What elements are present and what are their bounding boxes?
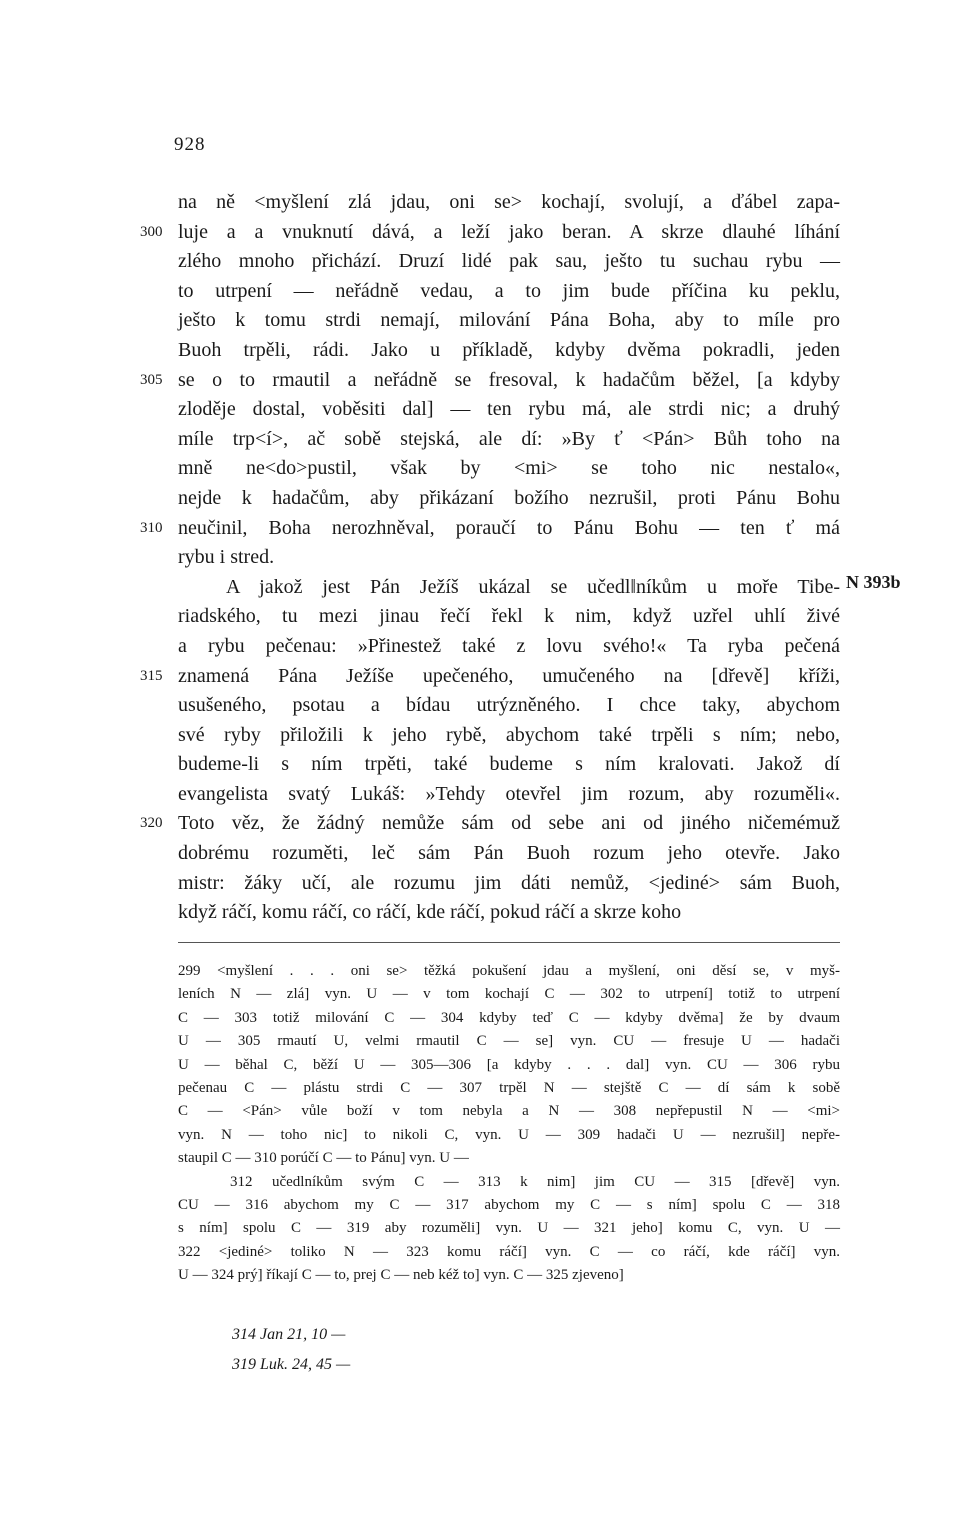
text-line (140, 573, 840, 603)
footnote-line: 312 učedlníkům svým C — 313 k nim] jim CU — 315 [dřevě] vyn. (230, 1173, 840, 1190)
line-text: mistr: žáky učí, ale rozumu jim dáti nemůž, <jediné> sám Buoh, (178, 871, 840, 894)
text-line (140, 247, 840, 277)
text-line (140, 750, 840, 780)
reference-line: 319 Luk. 24, 45 — (232, 1356, 351, 1373)
line-text: Buoh trpěli, rádi. Jako u příkladě, kdyby dvěma pokradli, jeden (178, 338, 840, 361)
line-text: mně ne<do>pustil, však by <mi> se toho nic nestalo«, (178, 457, 840, 480)
scripture-references (232, 1320, 350, 1380)
text-line (140, 662, 840, 692)
line-text: luje a a vnuknutí dává, a leží jako beran. A skrze dlauhé líhání (178, 220, 840, 243)
line-text: to utrpení — neřádně vedau, a to jim bude příčina ku peklu, (178, 279, 840, 302)
text-line (140, 632, 840, 662)
text-line (140, 809, 840, 839)
text-line (140, 277, 840, 307)
line-text: znamená Pána Ježíše upečeného, umučeného na [dřevě] kříži, (178, 664, 840, 687)
line-text: usušeného, psotau a bídau utrýzněného. I chce taky, abychom (178, 694, 840, 717)
line-text: ješto k tomu strdi nemají, milování Pána Boha, aby to míle pro (178, 309, 840, 332)
line-number: 310 (140, 519, 163, 536)
text-line (140, 366, 840, 396)
line-text: neučinil, Boha nerozhněval, poraučí to Pánu Bohu — ten ť má (178, 516, 840, 539)
page-number: 928 (174, 134, 206, 155)
line-text: evangelista svatý Lukáš: »Tehdy otevřel jim rozum, aby rozuměli«. (178, 782, 840, 805)
line-text: A jakož jest Pán Ježíš ukázal se učedl‖níkům u moře Tibe- (226, 575, 840, 598)
line-text: rybu i stred. (178, 546, 275, 569)
footnote-line: U — 324 prý] říkají C — to, prej C — neb kéž to] vyn. C — 325 zjeveno] (178, 1267, 624, 1284)
text-line (140, 188, 840, 218)
footnote-line: s ním] spolu C — 319 aby rozuměli] vyn. U — 321 jeho] komu C, vyn. U — (178, 1220, 840, 1237)
footnote-line: U — běhal C, běží U — 305—306 [a kdyby . . . dal] vyn. CU — 306 rybu (178, 1056, 840, 1073)
text-line (140, 218, 840, 248)
footnote-line: C — <Pán> vůle boží v tom nebyla a N — 308 nepřepustil N — <mi> (178, 1103, 840, 1120)
text-line (140, 514, 840, 544)
footnotes (178, 960, 840, 1287)
line-text: se o to rmautil a neřádně se fresoval, k hadačům běžel, [a kdyby (178, 368, 840, 391)
line-text: dobrému rozuměti, leč sám Pán Buoh rozum jeho otevře. Jako (178, 842, 840, 865)
footnote-line: 299 <myšlení . . . oni se> těžká pokušení jdau a myšlení, oni děsí se, v myš- (178, 963, 840, 979)
text-line (140, 721, 840, 751)
footnote-line: staupil C — 310 porúčí C — to Pánu] vyn. U — (178, 1150, 469, 1167)
text-line (140, 543, 840, 573)
line-text: budeme-li s ním trpěti, také budeme s ním kralovati. Jakož dí (178, 753, 840, 776)
text-line (140, 691, 840, 721)
margin-note: N 393b (846, 572, 901, 592)
line-text: když ráčí, komu ráčí, co ráčí, kde ráčí, pokud ráčí a skrze koho (178, 901, 682, 924)
text-line (140, 839, 840, 869)
footnote-line: 322 <jediné> toliko N — 323 komu ráčí] vyn. C — co ráčí, kde ráčí] vyn. (178, 1243, 840, 1260)
footnote-line: U — 305 rmautí U, velmi rmautil C — se] vyn. CU — fresuje U — hadači (178, 1033, 840, 1050)
text-line (140, 454, 840, 484)
text-line (140, 395, 840, 425)
text-line (140, 425, 840, 455)
line-text: nejde k hadačům, aby přikázaní božího nezrušil, proti Pánu Bohu (178, 486, 840, 509)
footnote-line: pečenau C — plástu strdi C — 307 trpěl N — stejště C — dí sám k sobě (178, 1079, 840, 1096)
text-line (140, 306, 840, 336)
text-line (140, 602, 840, 632)
line-text: zlého mnoho přichází. Druzí lidé pak sau, ješto tu suchau rybu — (178, 250, 840, 273)
footnote-divider (178, 942, 840, 943)
reference-line: 314 Jan 21, 10 — (232, 1326, 346, 1343)
line-number: 320 (140, 815, 163, 832)
footnote-line: CU — 316 abychom my C — 317 abychom my C — s ním] spolu C — 318 (178, 1196, 840, 1213)
footnote-line: leních N — zlá] vyn. U — v tom kochají C — 302 to utrpení] totiž to utrpení (178, 986, 840, 1003)
line-text: na ně <myšlení zlá jdau, oni se> kochají, svolují, a ďábel zapa- (178, 191, 840, 213)
footnote-line: vyn. N — toho nic] to nikoli C, vyn. U — 309 hadači U — nezrušil] nepře- (178, 1126, 840, 1143)
line-number: 305 (140, 371, 163, 388)
text-line (140, 484, 840, 514)
line-text: své ryby přiložili k jeho rybě, abychom také trpěli s ním; nebo, (178, 723, 840, 746)
footnote-line: C — 303 totiž milování C — 304 kdyby teď C — kdyby dvěma] že by dvaum (178, 1009, 840, 1026)
text-line (140, 336, 840, 366)
line-text: míle trp<í>, ač sobě stejská, ale dí: »By ť <Pán> Bůh toho na (178, 427, 840, 450)
line-number: 300 (140, 223, 163, 240)
line-text: zloděje dostal, voběsiti dal] — ten rybu má, ale strdi nic; a druhý (178, 398, 840, 421)
text-line (140, 869, 840, 899)
line-text: riadského, tu mezi jinau řečí řekl k nim, když uzřel uhlí živé (178, 605, 840, 628)
main-text (140, 188, 840, 928)
line-text: Toto věz, že žádný nemůže sám od sebe ani od jiného ničemémuž (178, 812, 840, 835)
line-number: 315 (140, 667, 163, 684)
text-line (140, 780, 840, 810)
line-text: a rybu pečenau: »Přinestež také z lovu svého!« Ta ryba pečená (178, 634, 840, 657)
text-line (140, 898, 840, 928)
